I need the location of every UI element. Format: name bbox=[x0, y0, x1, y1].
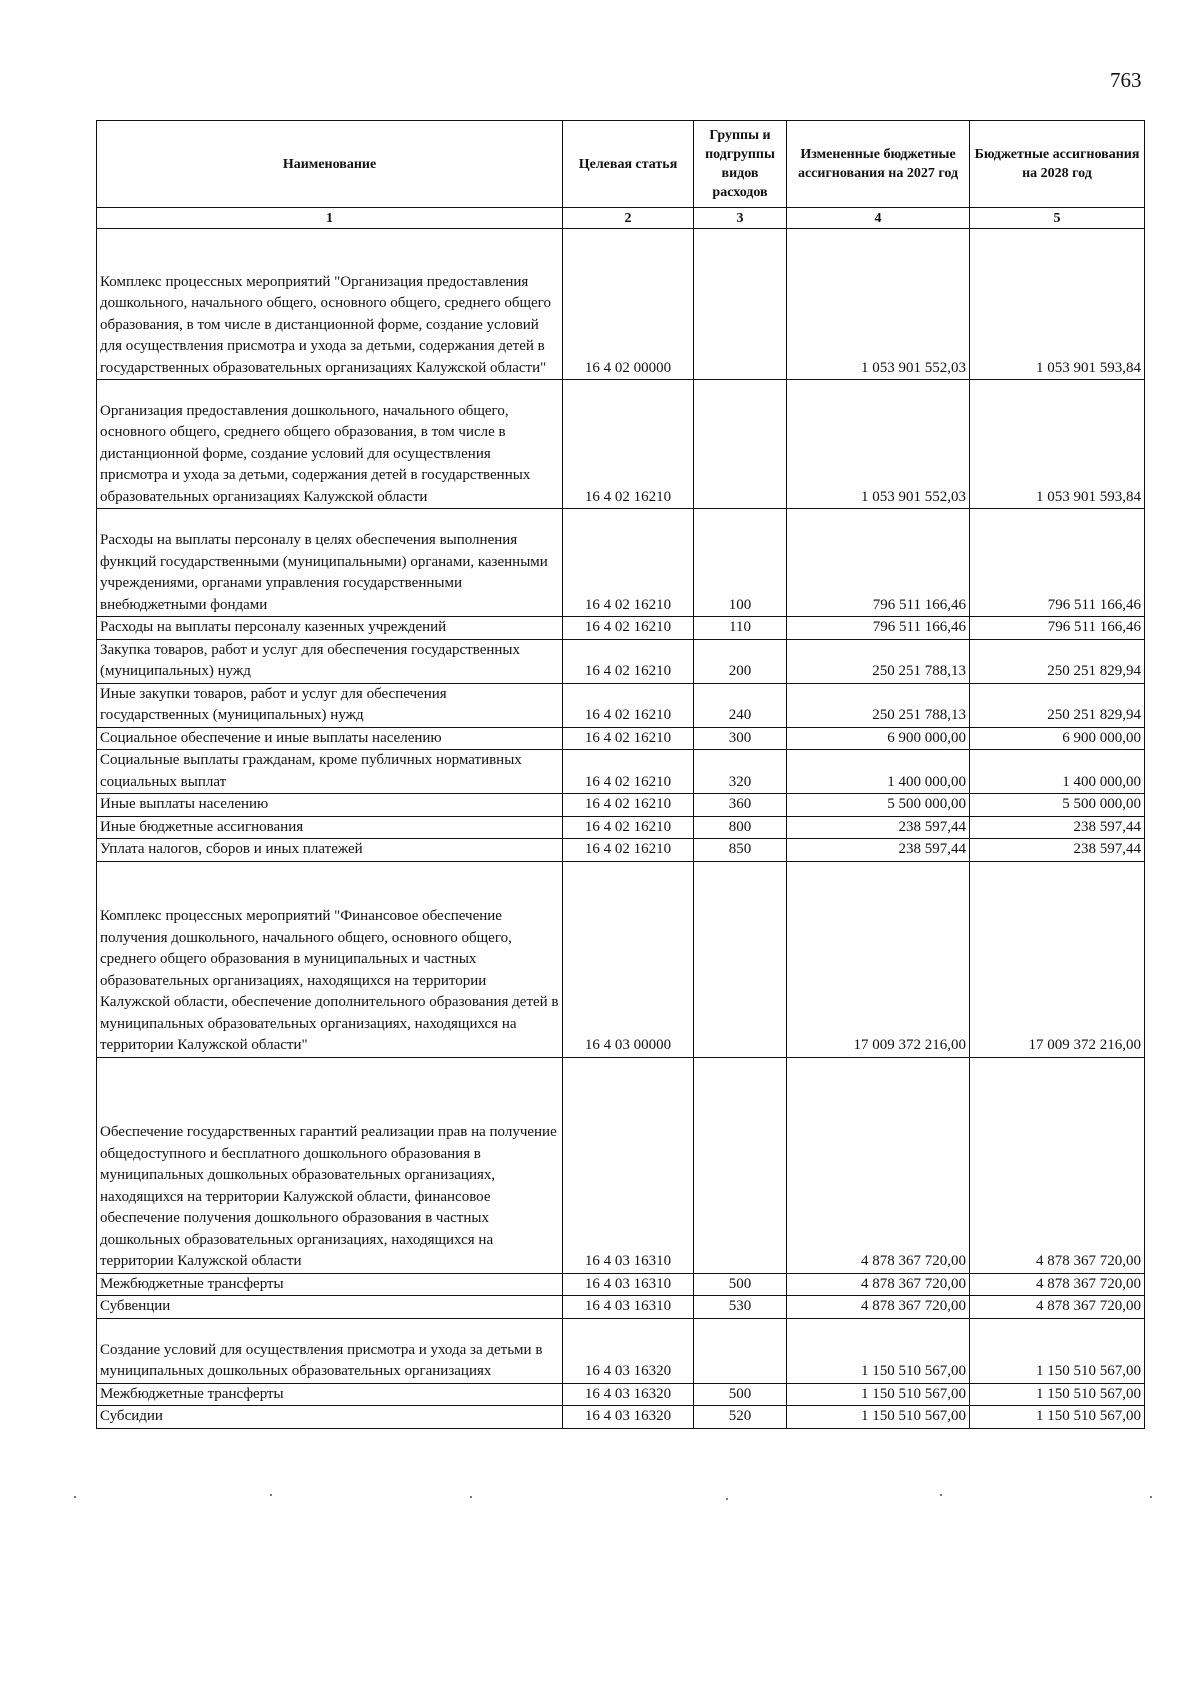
row-name: Межбюджетные трансферты bbox=[97, 1383, 563, 1406]
table-row bbox=[97, 750, 1145, 794]
row-code: 16 4 02 16210 bbox=[563, 816, 694, 839]
row-name: Иные выплаты населению bbox=[97, 794, 563, 817]
table-row bbox=[97, 509, 1145, 617]
row-code: 16 4 03 16320 bbox=[563, 1318, 694, 1383]
column-number: 2 bbox=[563, 208, 694, 229]
row-group: 500 bbox=[694, 1383, 787, 1406]
row-group: 240 bbox=[694, 683, 787, 727]
scan-speck bbox=[1150, 1496, 1152, 1498]
table-header bbox=[97, 121, 1145, 229]
scan-speck bbox=[74, 1496, 76, 1498]
table-row bbox=[97, 839, 1145, 862]
table-row bbox=[97, 1057, 1145, 1273]
scan-specks bbox=[0, 1490, 1200, 1500]
row-name: Субсидии bbox=[97, 1406, 563, 1429]
row-code: 16 4 02 16210 bbox=[563, 727, 694, 750]
row-sum-2027: 250 251 788,13 bbox=[787, 639, 970, 683]
row-group: 300 bbox=[694, 727, 787, 750]
row-group bbox=[694, 1057, 787, 1273]
row-name: Иные бюджетные ассигнования bbox=[97, 816, 563, 839]
column-number: 1 bbox=[97, 208, 563, 229]
row-sum-2028: 4 878 367 720,00 bbox=[970, 1273, 1145, 1296]
row-group bbox=[694, 861, 787, 1057]
row-sum-2027: 1 150 510 567,00 bbox=[787, 1383, 970, 1406]
row-name: Закупка товаров, работ и услуг для обеспечения государственных (муниципальных) нужд bbox=[97, 639, 563, 683]
row-sum-2028: 1 150 510 567,00 bbox=[970, 1406, 1145, 1429]
row-name: Субвенции bbox=[97, 1296, 563, 1319]
table-row bbox=[97, 816, 1145, 839]
row-sum-2028: 238 597,44 bbox=[970, 816, 1145, 839]
scan-speck bbox=[470, 1496, 472, 1498]
row-code: 16 4 03 16320 bbox=[563, 1383, 694, 1406]
row-code: 16 4 02 16210 bbox=[563, 683, 694, 727]
row-code: 16 4 03 16320 bbox=[563, 1406, 694, 1429]
header-expense-groups: Группы и подгруппы видов расходов bbox=[694, 121, 787, 208]
row-sum-2027: 1 150 510 567,00 bbox=[787, 1318, 970, 1383]
row-sum-2028: 1 053 901 593,84 bbox=[970, 229, 1145, 380]
row-sum-2028: 4 878 367 720,00 bbox=[970, 1296, 1145, 1319]
row-code: 16 4 03 16310 bbox=[563, 1057, 694, 1273]
table-row bbox=[97, 1273, 1145, 1296]
column-number: 4 bbox=[787, 208, 970, 229]
row-sum-2028: 17 009 372 216,00 bbox=[970, 861, 1145, 1057]
table-row bbox=[97, 794, 1145, 817]
row-group: 110 bbox=[694, 617, 787, 640]
row-code: 16 4 02 16210 bbox=[563, 839, 694, 862]
row-name: Расходы на выплаты персоналу казенных учреждений bbox=[97, 617, 563, 640]
row-sum-2028: 796 511 166,46 bbox=[970, 509, 1145, 617]
row-name: Обеспечение государственных гарантий реализации прав на получение общедоступного и бесплатного дошкольного образования в муниципальных дошкольных образовательных организациях, находящихся на территории Калужской области, финансовое обеспечение получения дошкольного образования в частных дошкольных образовательных организациях, находящихся на территории Калужской области bbox=[97, 1057, 563, 1273]
scan-speck bbox=[940, 1494, 942, 1496]
scan-speck bbox=[270, 1494, 272, 1496]
table-row bbox=[97, 861, 1145, 1057]
row-code: 16 4 02 16210 bbox=[563, 509, 694, 617]
table-row bbox=[97, 1406, 1145, 1429]
table-row bbox=[97, 380, 1145, 509]
row-name: Организация предоставления дошкольного, начального общего, основного общего, среднего общего образования, в том числе в дистанционной форме, создание условий для осуществления присмотра и ухода за детьми, содержания детей в государственных образовательных организациях Калужской области bbox=[97, 380, 563, 509]
row-sum-2027: 1 150 510 567,00 bbox=[787, 1406, 970, 1429]
table-row bbox=[97, 1296, 1145, 1319]
page-number: 763 bbox=[1110, 68, 1142, 92]
row-code: 16 4 02 16210 bbox=[563, 639, 694, 683]
row-sum-2027: 238 597,44 bbox=[787, 839, 970, 862]
row-group: 320 bbox=[694, 750, 787, 794]
row-sum-2027: 796 511 166,46 bbox=[787, 617, 970, 640]
row-sum-2027: 4 878 367 720,00 bbox=[787, 1057, 970, 1273]
row-sum-2027: 796 511 166,46 bbox=[787, 509, 970, 617]
header-target-article: Целевая статья bbox=[563, 121, 694, 208]
row-code: 16 4 02 16210 bbox=[563, 750, 694, 794]
row-sum-2028: 250 251 829,94 bbox=[970, 639, 1145, 683]
table-row bbox=[97, 683, 1145, 727]
row-code: 16 4 03 16310 bbox=[563, 1273, 694, 1296]
row-sum-2028: 1 150 510 567,00 bbox=[970, 1318, 1145, 1383]
row-code: 16 4 02 00000 bbox=[563, 229, 694, 380]
row-name: Социальное обеспечение и иные выплаты населению bbox=[97, 727, 563, 750]
table-row bbox=[97, 229, 1145, 380]
row-group: 200 bbox=[694, 639, 787, 683]
row-group: 100 bbox=[694, 509, 787, 617]
row-sum-2027: 1 400 000,00 bbox=[787, 750, 970, 794]
row-group: 850 bbox=[694, 839, 787, 862]
row-sum-2027: 4 878 367 720,00 bbox=[787, 1296, 970, 1319]
row-sum-2028: 4 878 367 720,00 bbox=[970, 1057, 1145, 1273]
row-sum-2027: 1 053 901 552,03 bbox=[787, 380, 970, 509]
table-row bbox=[97, 1383, 1145, 1406]
budget-table bbox=[96, 120, 1145, 1429]
header-amended-2027: Измененные бюджетные ассигнования на 2027 год bbox=[787, 121, 970, 208]
header-allocations-2028: Бюджетные ассигнования на 2028 год bbox=[970, 121, 1145, 208]
row-sum-2027: 17 009 372 216,00 bbox=[787, 861, 970, 1057]
row-sum-2028: 250 251 829,94 bbox=[970, 683, 1145, 727]
column-number: 5 bbox=[970, 208, 1145, 229]
row-sum-2028: 1 400 000,00 bbox=[970, 750, 1145, 794]
row-sum-2028: 1 053 901 593,84 bbox=[970, 380, 1145, 509]
table-row bbox=[97, 727, 1145, 750]
row-group: 360 bbox=[694, 794, 787, 817]
row-group: 800 bbox=[694, 816, 787, 839]
row-sum-2028: 1 150 510 567,00 bbox=[970, 1383, 1145, 1406]
row-sum-2027: 1 053 901 552,03 bbox=[787, 229, 970, 380]
table-row bbox=[97, 617, 1145, 640]
scan-speck bbox=[726, 1498, 728, 1500]
table-row bbox=[97, 1318, 1145, 1383]
row-sum-2027: 5 500 000,00 bbox=[787, 794, 970, 817]
row-sum-2027: 4 878 367 720,00 bbox=[787, 1273, 970, 1296]
row-name: Межбюджетные трансферты bbox=[97, 1273, 563, 1296]
row-name: Расходы на выплаты персоналу в целях обеспечения выполнения функций государственными (муниципальными) органами, казенными учреждениями, органами управления государственными внебюджетными фондами bbox=[97, 509, 563, 617]
header-name: Наименование bbox=[97, 121, 563, 208]
row-name: Создание условий для осуществления присмотра и ухода за детьми в муниципальных дошкольных образовательных организациях bbox=[97, 1318, 563, 1383]
row-name: Комплекс процессных мероприятий "Организация предоставления дошкольного, начального общего, основного общего, среднего общего образования, в том числе в дистанционной форме, создание условий для осуществления присмотра и ухода за детьми, содержания детей в государственных образовательных организациях Калужской области" bbox=[97, 229, 563, 380]
row-name: Социальные выплаты гражданам, кроме публичных нормативных социальных выплат bbox=[97, 750, 563, 794]
column-number-row bbox=[97, 208, 1145, 229]
row-code: 16 4 02 16210 bbox=[563, 617, 694, 640]
row-sum-2028: 6 900 000,00 bbox=[970, 727, 1145, 750]
row-code: 16 4 02 16210 bbox=[563, 794, 694, 817]
row-name: Иные закупки товаров, работ и услуг для обеспечения государственных (муниципальных) нужд bbox=[97, 683, 563, 727]
row-sum-2027: 238 597,44 bbox=[787, 816, 970, 839]
row-group: 520 bbox=[694, 1406, 787, 1429]
row-group: 530 bbox=[694, 1296, 787, 1319]
column-number: 3 bbox=[694, 208, 787, 229]
row-sum-2028: 238 597,44 bbox=[970, 839, 1145, 862]
row-group bbox=[694, 229, 787, 380]
row-group bbox=[694, 380, 787, 509]
table-row bbox=[97, 639, 1145, 683]
row-name: Уплата налогов, сборов и иных платежей bbox=[97, 839, 563, 862]
row-group bbox=[694, 1318, 787, 1383]
row-name: Комплекс процессных мероприятий "Финансовое обеспечение получения дошкольного, начального общего, основного общего, среднего общего образования в муниципальных и частных образовательных организациях, находящихся на территории Калужской области, обеспечение дополнительного образования детей в муниципальных образовательных организациях, находящихся на территории Калужской области" bbox=[97, 861, 563, 1057]
row-code: 16 4 03 16310 bbox=[563, 1296, 694, 1319]
row-sum-2028: 5 500 000,00 bbox=[970, 794, 1145, 817]
row-code: 16 4 03 00000 bbox=[563, 861, 694, 1057]
row-sum-2027: 6 900 000,00 bbox=[787, 727, 970, 750]
row-code: 16 4 02 16210 bbox=[563, 380, 694, 509]
row-sum-2027: 250 251 788,13 bbox=[787, 683, 970, 727]
row-sum-2028: 796 511 166,46 bbox=[970, 617, 1145, 640]
row-group: 500 bbox=[694, 1273, 787, 1296]
